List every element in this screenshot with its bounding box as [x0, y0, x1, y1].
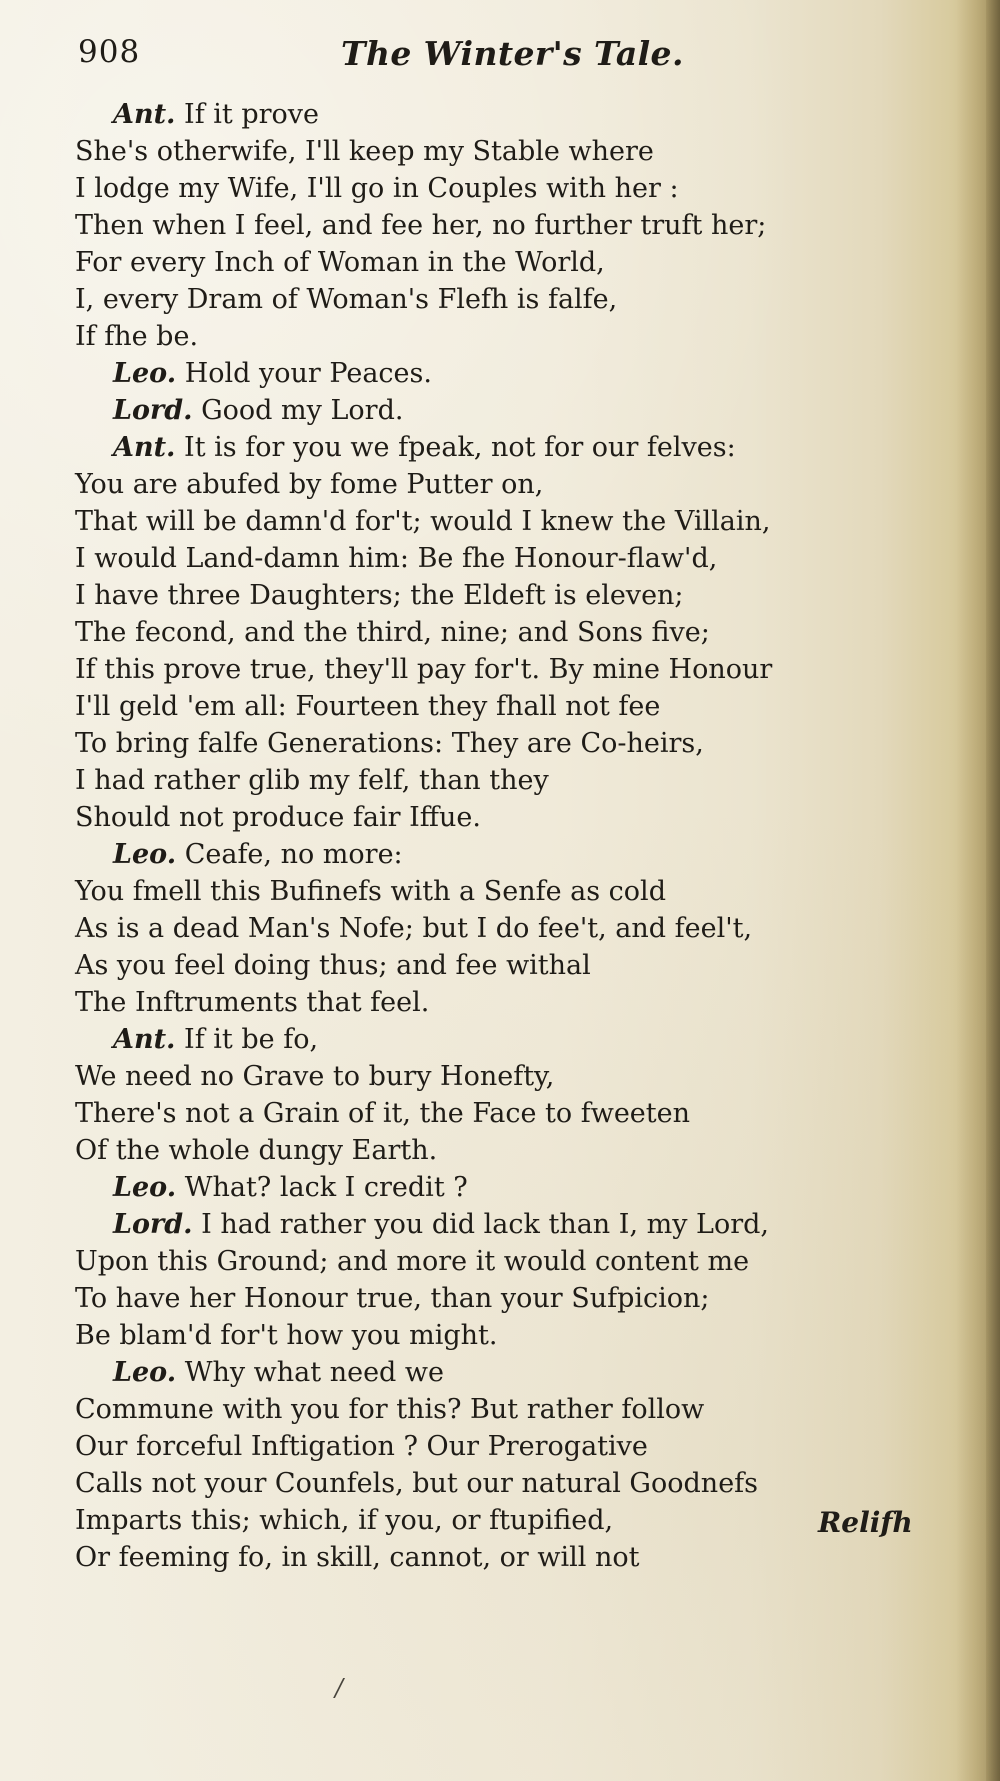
text-line — [75, 96, 855, 133]
line-text: The fecond, and the third, nine; and Sons five; — [75, 617, 710, 648]
text-line — [75, 1206, 855, 1243]
line-text: I had rather you did lack than I, my Lord, — [201, 1209, 770, 1240]
text-line — [75, 1317, 855, 1354]
text-line — [75, 503, 855, 540]
text-line — [75, 984, 855, 1021]
line-text: It is for you we fpeak, not for our felves: — [184, 432, 736, 463]
line-text: I lodge my Wife, I'll go in Couples with her : — [75, 173, 679, 204]
speaker-label: Leo. — [113, 839, 177, 870]
line-text: Our forceful Inftigation ? Our Prerogative — [75, 1431, 648, 1462]
text-line — [75, 873, 855, 910]
text-line — [75, 1132, 855, 1169]
text-line — [75, 910, 855, 947]
line-text: Why what need we — [184, 1357, 445, 1388]
line-text: Upon this Ground; and more it would content me — [75, 1246, 750, 1277]
text-line — [75, 1502, 855, 1539]
text-line — [75, 947, 855, 984]
text-line — [75, 1465, 855, 1502]
line-text: Then when I feel, and fee her, no further truft her; — [75, 210, 767, 241]
text-line — [75, 688, 855, 725]
line-text: As is a dead Man's Nofe; but I do fee't, and feel't, — [75, 913, 753, 944]
text-line — [75, 1428, 855, 1465]
text-line — [75, 1169, 855, 1206]
line-text: You fmell this Bufinefs with a Senfe as cold — [75, 876, 666, 907]
text-line — [75, 1354, 855, 1391]
text-line — [75, 1539, 855, 1576]
speaker-label: Lord. — [113, 395, 193, 426]
line-text: There's not a Grain of it, the Face to fweeten — [75, 1098, 690, 1129]
line-text: Calls not your Counfels, but our natural Goodnefs — [75, 1468, 759, 1499]
text-line — [75, 1280, 855, 1317]
bottom-mark: / — [335, 1674, 344, 1702]
text-line — [75, 207, 855, 244]
text-line — [75, 244, 855, 281]
line-text: Commune with you for this? But rather follow — [75, 1394, 705, 1425]
line-text: The Inftruments that feel. — [75, 987, 430, 1018]
text-line — [75, 1021, 855, 1058]
speaker-label: Leo. — [113, 1357, 177, 1388]
text-line — [75, 614, 855, 651]
line-text: I had rather glib my felf, than they — [75, 765, 549, 796]
line-text: Of the whole dungy Earth. — [75, 1135, 438, 1166]
text-line — [75, 466, 855, 503]
text-line — [75, 1095, 855, 1132]
text-line — [75, 799, 855, 836]
running-title: The Winter's Tale. — [341, 34, 684, 73]
line-text: Or feeming fo, in skill, cannot, or will not — [75, 1542, 640, 1573]
speaker-label: Leo. — [113, 1172, 177, 1203]
line-text: If fhe be. — [75, 321, 199, 352]
line-text: To bring falfe Generations: They are Co-heirs, — [75, 728, 704, 759]
text-line — [75, 133, 855, 170]
text-line — [75, 725, 855, 762]
speaker-label: Lord. — [113, 1209, 193, 1240]
line-text: That will be damn'd for't; would I knew the Villain, — [75, 506, 771, 537]
line-text: For every Inch of Woman in the World, — [75, 247, 605, 278]
line-text: You are abufed by fome Putter on, — [75, 469, 544, 500]
text-line — [75, 281, 855, 318]
text-line — [75, 1391, 855, 1428]
text-line — [75, 170, 855, 207]
speaker-label: Ant. — [113, 1024, 176, 1055]
text-line — [75, 318, 855, 355]
speaker-label: Ant. — [113, 432, 176, 463]
text-line — [75, 392, 855, 429]
line-text: Should not produce fair Iffue. — [75, 802, 481, 833]
text-line — [75, 1243, 855, 1280]
line-text: I have three Daughters; the Eldeft is eleven; — [75, 580, 684, 611]
text-line — [75, 1058, 855, 1095]
line-text: If it prove — [184, 99, 320, 130]
page-number: 908 — [78, 34, 141, 70]
text-line — [75, 762, 855, 799]
line-text: To have her Honour true, than your Sufpicion; — [75, 1283, 710, 1314]
line-text: Be blam'd for't how you might. — [75, 1320, 498, 1351]
text-line — [75, 429, 855, 466]
line-text: If it be fo, — [184, 1024, 319, 1055]
line-text: What? lack I credit ? — [184, 1172, 468, 1203]
running-header — [75, 34, 915, 96]
line-text: If this prove true, they'll pay for't. By mine Honour — [75, 654, 773, 685]
speaker-label: Ant. — [113, 99, 176, 130]
text-line — [75, 355, 855, 392]
text-line — [75, 836, 855, 873]
line-text: Ceafe, no more: — [184, 839, 403, 870]
line-text: Hold your Peaces. — [184, 358, 432, 389]
catchword: Relifh — [818, 1506, 913, 1539]
page-content — [75, 34, 915, 1744]
binding-edge — [986, 0, 1000, 1781]
line-text: She's otherwife, I'll keep my Stable where — [75, 136, 654, 167]
line-text: We need no Grave to bury Honefty, — [75, 1061, 555, 1092]
speaker-label: Leo. — [113, 358, 177, 389]
line-text: As you feel doing thus; and fee withal — [75, 950, 591, 981]
play-text — [75, 96, 855, 1576]
line-text: I would Land-damn him: Be fhe Honour-flaw'd, — [75, 543, 718, 574]
line-text: Imparts this; which, if you, or ftupified, — [75, 1505, 614, 1536]
text-line — [75, 577, 855, 614]
line-text: Good my Lord. — [201, 395, 404, 426]
text-line — [75, 651, 855, 688]
line-text: I'll geld 'em all: Fourteen they fhall not fee — [75, 691, 661, 722]
text-line — [75, 540, 855, 577]
line-text: I, every Dram of Woman's Flefh is falfe, — [75, 284, 618, 315]
